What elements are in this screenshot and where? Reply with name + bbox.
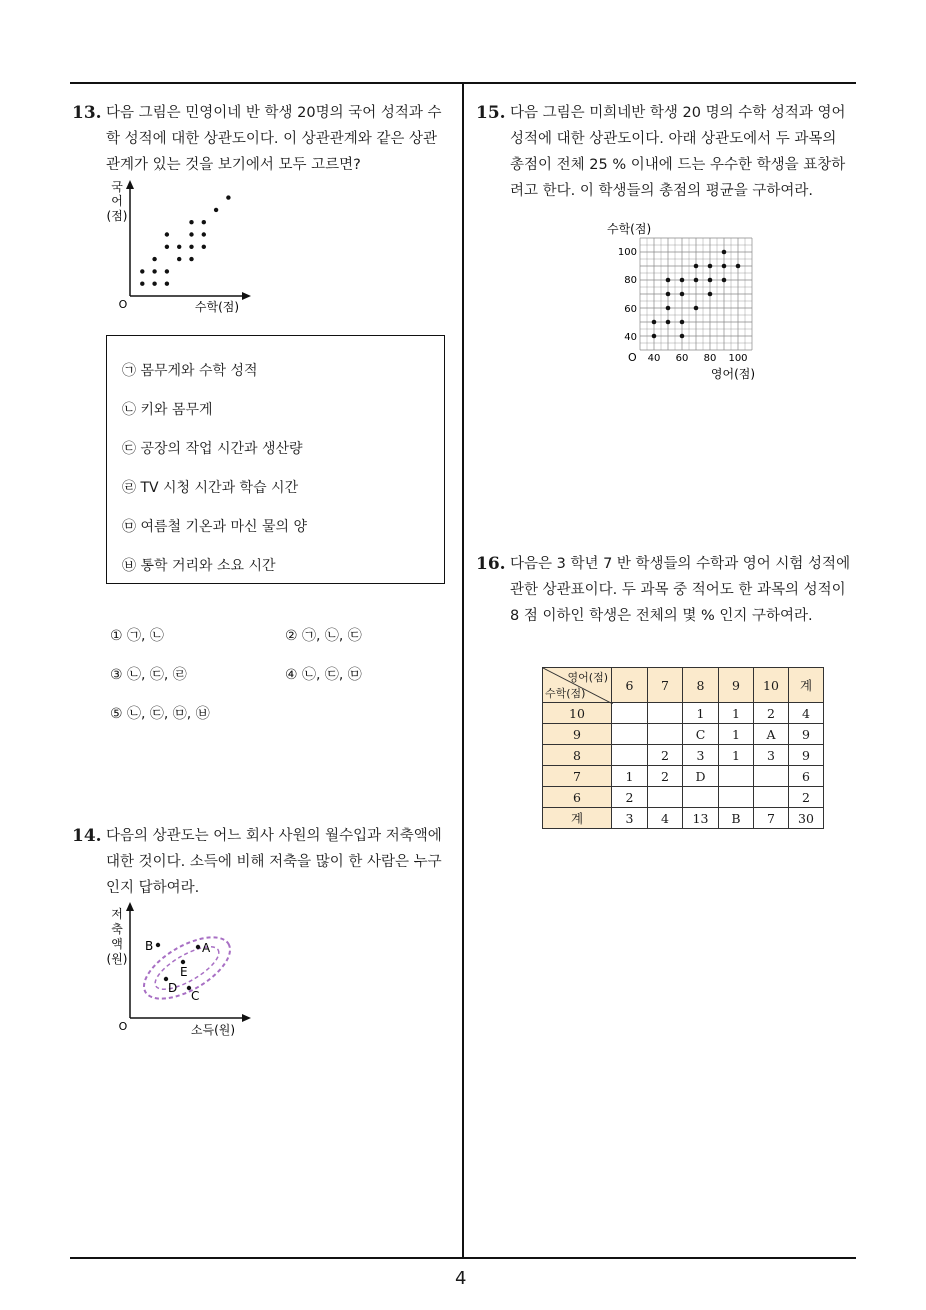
q13-line-2: 학 성적에 대한 상관도이다. 이 상관관계와 같은 상관 (106, 131, 438, 147)
header-cell: 6 (612, 668, 648, 703)
q15-data-point (736, 264, 741, 269)
q14-point-e (181, 960, 185, 964)
q15-y-tick-60: 60 (624, 304, 637, 315)
table-cell: 2 (789, 787, 824, 808)
q14-ylabel-char-3: 액 (111, 937, 123, 951)
table-cell (719, 766, 754, 787)
q13-box-item-5: ㉤ 여름철 기온과 마신 물의 양 (122, 519, 308, 535)
q13-x-label: 수학(점) (194, 300, 240, 314)
q13-data-point (152, 257, 156, 261)
table-cell (648, 724, 683, 745)
q13-box-item-4: ㉣ TV 시청 시간과 학습 시간 (122, 480, 299, 496)
row-label-total: 계 (543, 808, 612, 829)
q14-label-d: D (168, 981, 178, 995)
q15-data-point (666, 320, 671, 325)
table-cell (719, 787, 754, 808)
q13-choice-5[interactable]: ⑤ ㉡, ㉢, ㉤, ㉥ (110, 706, 210, 722)
q14-number: 14. (72, 826, 102, 846)
table-cell: 4 (789, 703, 824, 724)
q13-points (140, 195, 230, 286)
q15-scatter-plot (600, 215, 770, 385)
q15-data-point (694, 264, 699, 269)
table-cell: B (719, 808, 754, 829)
row-label: 10 (543, 703, 612, 724)
q13-line-1: 다음 그림은 민영이네 반 학생 20명의 국어 성적과 수 (106, 105, 442, 121)
table-row (543, 745, 824, 766)
q15-data-point (680, 292, 685, 297)
q13-line-3: 관계가 있는 것을 보기에서 모두 고르면? (106, 157, 361, 173)
q13-data-point (140, 282, 144, 286)
q13-data-point (202, 232, 206, 236)
table-cell (612, 745, 648, 766)
q15-data-point (666, 292, 671, 297)
q13-data-point (165, 282, 169, 286)
q13-choice-3[interactable]: ③ ㉡, ㉢, ㉣ (110, 667, 187, 683)
q15-data-point (694, 278, 699, 283)
q14-line-2: 대한 것이다. 소득에 비해 저축을 많이 한 사람은 누구 (106, 854, 442, 870)
table-cell: 2 (754, 703, 789, 724)
q14-label-a: A (202, 941, 211, 955)
table-cell: 1 (719, 703, 754, 724)
q15-data-point (722, 250, 727, 255)
table-cell: 4 (648, 808, 683, 829)
table-cell: 2 (648, 745, 683, 766)
table-corner-cell (543, 668, 612, 703)
q13-x-arrow (242, 292, 251, 300)
q15-data-point (708, 278, 713, 283)
table-cell: 6 (789, 766, 824, 787)
table-cell (754, 787, 789, 808)
q15-number: 15. (476, 103, 506, 123)
corner-top-label: 영어(점) (567, 671, 608, 684)
q15-x-tick-60: 60 (675, 353, 689, 364)
table-cell (612, 703, 648, 724)
q13-data-point (189, 232, 193, 236)
table-cell (648, 787, 683, 808)
q13-scatter-plot (95, 178, 275, 318)
table-cell: 1 (719, 745, 754, 766)
q14-scatter-plot (95, 900, 275, 1045)
table-cell: 13 (683, 808, 719, 829)
q15-y-tick-80: 80 (624, 275, 637, 286)
table-row (543, 766, 824, 787)
table-cell: 1 (683, 703, 719, 724)
q13-data-point (165, 245, 169, 249)
table-total-row (543, 808, 824, 829)
q14-point-a (196, 945, 200, 949)
table-cell: 3 (754, 745, 789, 766)
q15-x-tick-40: 40 (647, 353, 661, 364)
q13-data-point (189, 220, 193, 224)
q13-data-point (214, 208, 218, 212)
q13-choice-1[interactable]: ① ㉠, ㉡ (110, 628, 164, 644)
table-cell (612, 724, 648, 745)
table-cell: 7 (754, 808, 789, 829)
q15-data-point (708, 292, 713, 297)
q15-line-1: 다음 그림은 미희네반 학생 20 명의 수학 성적과 영어 (510, 105, 846, 121)
q14-y-arrow (126, 902, 134, 911)
q15-y-label: 수학(점) (607, 222, 652, 236)
corner-bottom-label: 수학(점) (545, 687, 586, 700)
row-label: 9 (543, 724, 612, 745)
row-label: 6 (543, 787, 612, 808)
q15-data-point (722, 264, 727, 269)
q13-data-point (165, 269, 169, 273)
table-cell: 1 (612, 766, 648, 787)
q13-data-point (152, 269, 156, 273)
table-cell: 9 (789, 724, 824, 745)
q14-x-label: 소득(원) (190, 1023, 236, 1037)
table-cell: 2 (648, 766, 683, 787)
q15-y-tick-40: 40 (624, 332, 637, 343)
q14-line-3: 인지 답하여라. (106, 880, 200, 896)
q14-text (106, 823, 456, 901)
q13-y-unit: (점) (106, 209, 128, 223)
table-cell (648, 703, 683, 724)
q14-y-unit: (원) (106, 952, 128, 966)
q13-data-point (202, 220, 206, 224)
table-cell: 1 (719, 724, 754, 745)
table-cell: 3 (612, 808, 648, 829)
header-cell: 8 (683, 668, 719, 703)
table-header-row (543, 668, 824, 703)
q13-text (106, 100, 456, 178)
q13-box-item-1: ㉠ 몸무게와 수학 성적 (122, 363, 258, 379)
table-cell: 9 (789, 745, 824, 766)
q15-y-tick-100: 100 (617, 247, 637, 258)
q16-text (510, 551, 860, 629)
q13-number: 13. (72, 103, 102, 123)
q13-origin: O (118, 298, 128, 311)
q13-example-box (106, 335, 445, 584)
q13-box-item-3: ㉢ 공장의 작업 시간과 생산량 (122, 441, 303, 457)
q13-data-point (165, 232, 169, 236)
q15-x-tick-80: 80 (703, 353, 717, 364)
q15-text (510, 100, 860, 204)
q15-grid (640, 238, 752, 350)
header-cell-total: 계 (789, 668, 824, 703)
q15-data-point (652, 320, 657, 325)
q16-number: 16. (476, 554, 506, 574)
header-cell: 10 (754, 668, 789, 703)
bottom-rule (70, 1257, 856, 1259)
q16-line-3: 8 점 이하인 학생은 전체의 몇 % 인지 구하여라. (510, 608, 813, 624)
q15-line-2: 성적에 대한 상관도이다. 아래 상관도에서 두 과목의 (510, 131, 837, 147)
q13-choice-2[interactable]: ② ㉠, ㉡, ㉢ (285, 628, 362, 644)
q14-ylabel-char-2: 축 (111, 922, 123, 936)
q15-data-point (694, 306, 699, 311)
q14-point-b (156, 943, 160, 947)
q15-origin: O (628, 351, 637, 364)
table-row (543, 703, 824, 724)
q13-data-point (177, 245, 181, 249)
q13-data-point (177, 257, 181, 261)
header-cell: 9 (719, 668, 754, 703)
header-cell: 7 (648, 668, 683, 703)
table-cell: 2 (612, 787, 648, 808)
q16-correlation-table (542, 667, 824, 829)
column-divider (462, 84, 464, 1258)
q13-data-point (140, 269, 144, 273)
q15-data-point (708, 264, 713, 269)
q14-ylabel-char-1: 저 (111, 907, 123, 921)
q14-label-e: E (180, 965, 188, 979)
table-cell: D (683, 766, 719, 787)
table-cell: 30 (789, 808, 824, 829)
q15-data-point (680, 320, 685, 325)
q15-data-point (680, 334, 685, 339)
q15-line-3: 총점이 전체 25 % 이내에 드는 우수한 학생을 표창하 (510, 157, 846, 173)
q13-y-arrow (126, 180, 134, 189)
q14-label-c: C (191, 989, 200, 1003)
q15-line-4: 려고 한다. 이 학생들의 총점의 평균을 구하여라. (510, 183, 814, 199)
q13-data-point (202, 245, 206, 249)
q13-data-point (189, 245, 193, 249)
table-cell: C (683, 724, 719, 745)
row-label: 8 (543, 745, 612, 766)
row-label: 7 (543, 766, 612, 787)
table-cell: A (754, 724, 789, 745)
q13-box-item-6: ㉥ 통학 거리와 소요 시간 (122, 558, 276, 574)
q14-label-b: B (145, 939, 154, 953)
table-row (543, 787, 824, 808)
table-cell: 3 (683, 745, 719, 766)
q16-line-2: 관한 상관표이다. 두 과목 중 적어도 한 과목의 성적이 (510, 582, 846, 598)
q15-x-tick-100: 100 (728, 353, 748, 364)
table-cell (754, 766, 789, 787)
q14-origin: O (118, 1020, 128, 1033)
q15-data-point (722, 278, 727, 283)
q15-data-point (666, 278, 671, 283)
q13-data-point (189, 257, 193, 261)
page-number: 4 (455, 1268, 467, 1289)
table-cell (683, 787, 719, 808)
table-row (543, 724, 824, 745)
q15-x-label: 영어(점) (710, 367, 756, 381)
q15-data-point (652, 334, 657, 339)
q14-line-1: 다음의 상관도는 어느 회사 사원의 월수입과 저축액에 (106, 828, 442, 844)
q15-data-point (680, 278, 685, 283)
q13-data-point (152, 282, 156, 286)
q13-data-point (226, 195, 230, 199)
q13-ylabel-char-2: 어 (111, 194, 123, 208)
q13-choice-4[interactable]: ④ ㉡, ㉢, ㉤ (285, 667, 362, 683)
q14-x-arrow (242, 1014, 251, 1022)
q13-ylabel-char-1: 국 (111, 180, 123, 194)
q16-line-1: 다음은 3 학년 7 반 학생들의 수학과 영어 시험 성적에 (510, 556, 851, 572)
q15-data-point (666, 306, 671, 311)
q13-box-item-2: ㉡ 키와 몸무게 (122, 402, 213, 418)
